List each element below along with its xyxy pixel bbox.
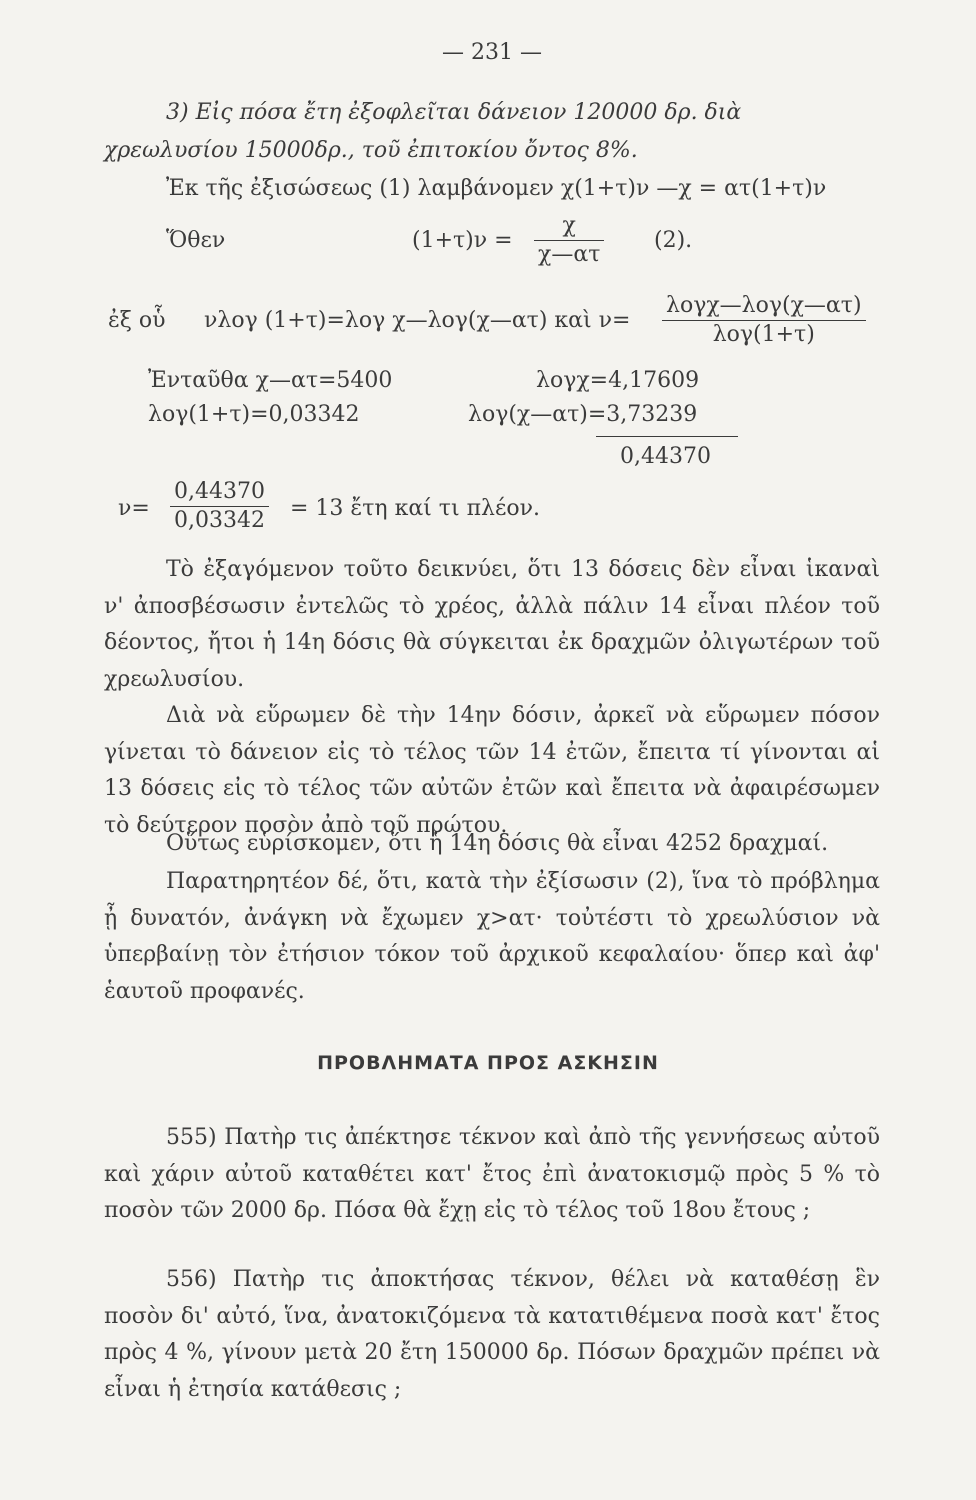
paragraph-1-text: Τὸ ἐξαγόμενον τοῦτο δεικνύει, ὅτι 13 δόσεις δὲν εἶναι ἱκαναὶ ν' ἀποσβέσωσιν ἐντελῶς τὸ χρέος, ἀλλὰ πάλιν 14 εἶναι πλέον τοῦ δέοντος, ἤτοι ἡ 14η δόσις θὰ σύγκειται ἐκ δραχμῶν ὀλιγωτέρων τοῦ χρεωλυσίου.	[104, 557, 880, 692]
result-denominator: 0,03342	[174, 508, 265, 533]
example-title-line-2: χρεωλυσίου 15000δρ., τοῦ ἐπιτοκίου ὄντος 8%.	[104, 138, 638, 163]
paragraph-4-text: Παρατηρητέον δέ, ὅτι, κατὰ τὴν ἐξίσωσιν (2), ἵνα τὸ πρόβλημα ᾖ δυνατόν, ἀνάγκη νὰ ἔχωμεν χ>ατ· τοὐτέστι τὸ χρεωλύσιον νὰ ὑπερβαίνῃ τὸν ἐτήσιον τόκον τοῦ ἀρχικοῦ κεφαλαίου· ὅπερ καὶ ἀφ' ἑαυτοῦ προφανές.	[104, 869, 880, 1004]
values-row-2-left: λογ(1+τ)=0,03342	[148, 402, 360, 427]
result-fraction	[170, 478, 269, 535]
difference-value: 0,44370	[620, 444, 711, 469]
page-number: — 231 —	[442, 40, 542, 65]
equation-3-prefix: ἐξ οὗ	[108, 308, 166, 333]
problem-556-text: 556) Πατὴρ τις ἀποκτήσας τέκνον, θέλει νὰ καταθέσῃ ἓν ποσὸν δι' αὐτό, ἵνα, ἀνατοκιζόμενα τὰ κατατιθέμενα ποσὰ κατ' ἔτος πρὸς 4 %, γίνουν μετὰ 20 ἔτη 150000 δρ. Πόσων δραχμῶν πρέπει νὰ εἶναι ἡ ἐτησία κατάθεσις ;	[104, 1267, 880, 1402]
paragraph-2	[104, 698, 880, 844]
equation-2-fraction	[534, 212, 604, 269]
equation-3-denominator: λογ(1+τ)	[712, 322, 815, 347]
paragraph-4	[104, 864, 880, 1010]
problem-555-text: 555) Πατὴρ τις ἀπέκτησε τέκνον καὶ ἀπὸ τῆς γεννήσεως αὐτοῦ καὶ χάριν αὐτοῦ καταθέτει κατ' ἔτος ἐπὶ ἀνατοκισμῷ πρὸς 5 % τὸ ποσὸν τῶν 2000 δρ. Πόσα θὰ ἔχῃ εἰς τὸ τέλος τοῦ 18ου ἔτους ;	[104, 1125, 880, 1223]
equation-3-body: νλογ (1+τ)=λογ χ—λογ(χ—ατ) καὶ ν=	[204, 308, 631, 333]
equation-3-numerator: λογχ—λογ(χ—ατ)	[662, 292, 866, 321]
equation-2-numerator: χ	[534, 212, 604, 241]
equation-1: Ἐκ τῆς ἐξισώσεως (1) λαμβάνομεν χ(1+τ)ν —χ = ατ(1+τ)ν	[166, 176, 827, 201]
values-row-2-right: λογ(χ—ατ)=3,73239	[468, 402, 698, 427]
result-numerator: 0,44370	[170, 478, 269, 507]
paragraph-3-text: Οὕτως εὑρίσκομεν, ὅτι ἡ 14η δόσις θὰ εἶναι 4252 δραχμαί.	[166, 831, 829, 856]
paragraph-3	[104, 826, 880, 863]
result-v: ν=	[118, 496, 150, 521]
values-row-1-right: λογχ=4,17609	[536, 368, 700, 393]
equation-2-denominator: χ—ατ	[538, 242, 601, 267]
example-title-line-1: 3) Εἰς πόσα ἔτη ἐξοφλεῖται δάνειον 120000 δρ. διὰ	[166, 100, 742, 125]
equation-2-reference: (2).	[654, 228, 693, 253]
result-tail: = 13 ἔτη καί τι πλέον.	[290, 496, 540, 521]
section-heading: ΠΡΟΒΛΗΜΑΤΑ ΠΡΟΣ ΑΣΚΗΣΙΝ	[317, 1052, 659, 1074]
values-row-1-left: Ἐνταῦθα χ—ατ=5400	[148, 368, 393, 393]
subtraction-rule	[596, 436, 738, 437]
problem-556	[104, 1262, 880, 1408]
hothen-word: Ὅθεν	[166, 228, 226, 253]
problem-555	[104, 1120, 880, 1230]
equation-2-lhs: (1+τ)ν =	[412, 228, 513, 253]
equation-3-fraction	[662, 292, 866, 349]
paragraph-1	[104, 552, 880, 698]
paragraph-2-text: Διὰ νὰ εὕρωμεν δὲ τὴν 14ην δόσιν, ἀρκεῖ νὰ εὕρωμεν πόσον γίνεται τὸ δάνειον εἰς τὸ τέλος τῶν 14 ἐτῶν, ἔπειτα τί γίνονται αἱ 13 δόσεις εἰς τὸ τέλος τῶν αὐτῶν ἐτῶν καὶ ἔπειτα νὰ ἀφαιρέσωμεν τὸ δεύτερον ποσὸν ἀπὸ τοῦ πρώτου.	[104, 703, 880, 838]
